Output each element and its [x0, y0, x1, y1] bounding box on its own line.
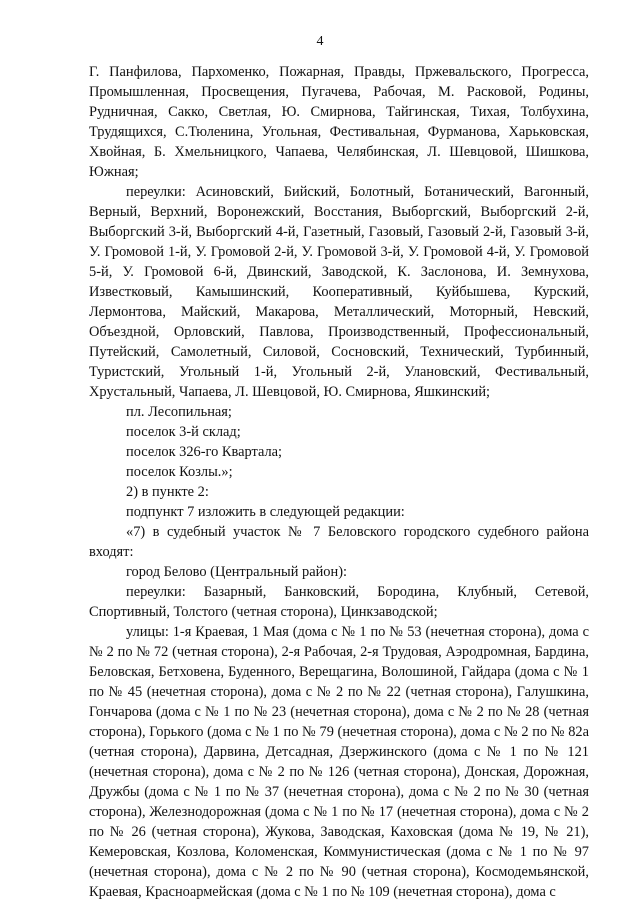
- court-district-7-streets: улицы: 1-я Краевая, 1 Мая (дома с № 1 по № 53 (нечетная сторона), дома с № 2 по № 72 (четная сторона), 2-я Рабочая, 2-я Трудовая, Аэродромная, Бардина, Беловская, Бетховена, Буденного, Верещагина, Волошиной, Гайдара (дома с № 1 по № 45 (нечетная сторона), дома с № 2 по № 22 (четная сторона), Галушкина, Гончарова (дома с № 1 по № 23 (нечетная сторона), дома с № 2 по № 28 (четная сторона), Горького (дома с № 1 по № 79 (нечетная сторона), дома с № 2 по № 82а (четная сторона), Дарвина, Детсадная, Дзержинского (дома с № 1 по № 121 (нечетная сторона), дома с № 2 по № 126 (четная сторона), Донская, Дорожная, Дружбы (дома с № 1 по № 37 (нечетная сторона), дома с № 2 по № 30 (четная сторона), Железнодорожная (дома с № 1 по № 17 (нечетная сторона), дома с № 2 по № 26 (четная сторона), Жукова, Заводская, Каховская (дома № 19, № 21), Кемеровская, Козлова, Коломенская, Коммунистическая (дома с № 1 по № 97 (нечетная сторона), дома с № 2 по № 90 (четная сторона), Космодемьянской, Краевая, Красноармейская (дома с № 1 по № 109 (нечетная сторона), дома с: [89, 624, 589, 900]
- clause-2-heading: 2) в пункте 2:: [126, 484, 209, 500]
- streets-list-continued: Г. Панфилова, Пархоменко, Пожарная, Правды, Пржевальского, Прогресса, Промышленная, Просвещения, Пугачева, Рабочая, М. Расковой, Родины, Рудничная, Сакко, Светлая, Ю. Смирнова, Тайгинская, Тихая, Толбухина, Трудящихся, С.Тюленина, Угольная, Фестивальная, Фурманова, Харьковская, Хвойная, Б. Хмельницкого, Чапаева, Челябинская, Л. Шевцовой, Шишкова, Южная;: [89, 64, 589, 180]
- court-district-7-lanes: переулки: Базарный, Банковский, Бородина, Клубный, Сетевой, Спортивный, Толстого (четная сторона), Цинкзаводской;: [89, 584, 589, 620]
- lanes-list: переулки: Асиновский, Бийский, Болотный, Ботанический, Вагонный, Верный, Верхний, Воронежский, Восстания, Выборгский, Выборгский 2-й, Выборгский 3-й, Выборгский 4-й, Газетный, Газовый, Газовый 2-й, Газовый 3-й, У. Громовой 1-й, У. Громовой 2-й, У. Громовой 3-й, У. Громовой 4-й, У. Громовой 5-й, У. Громовой 6-й, Двинский, Заводской, К. Заслонова, И. Земнухова, Известковый, Камышинский, Кооперативный, Куйбышева, Курский, Лермонтова, Майский, Макарова, Металлический, Моторный, Невский, Объездной, Орловский, Павлова, Производственный, Профессиональный, Путейский, Самолетный, Силовой, Сосновский, Технический, Турбинный, Туристский, Угольный 1-й, Угольный 2-й, Улановский, Фестивальный, Хрустальный, Чапаева, Л. Шевцовой, Ю. Смирнова, Яшкинский;: [89, 184, 589, 400]
- city-district-heading: город Белово (Центральный район):: [126, 564, 347, 580]
- square-item: пл. Лесопильная;: [126, 404, 232, 420]
- court-district-7-intro: «7) в судебный участок № 7 Беловского городского судебного района входят:: [89, 524, 589, 560]
- settlement-item-3: поселок Козлы.»;: [126, 464, 233, 480]
- settlement-item-1: поселок 3-й склад;: [126, 424, 241, 440]
- settlement-item-2: поселок 326-го Квартала;: [126, 444, 283, 460]
- subclause-7-instruction: подпункт 7 изложить в следующей редакции:: [126, 504, 405, 520]
- document-body: [89, 62, 589, 902]
- page-number: 4: [316, 34, 324, 49]
